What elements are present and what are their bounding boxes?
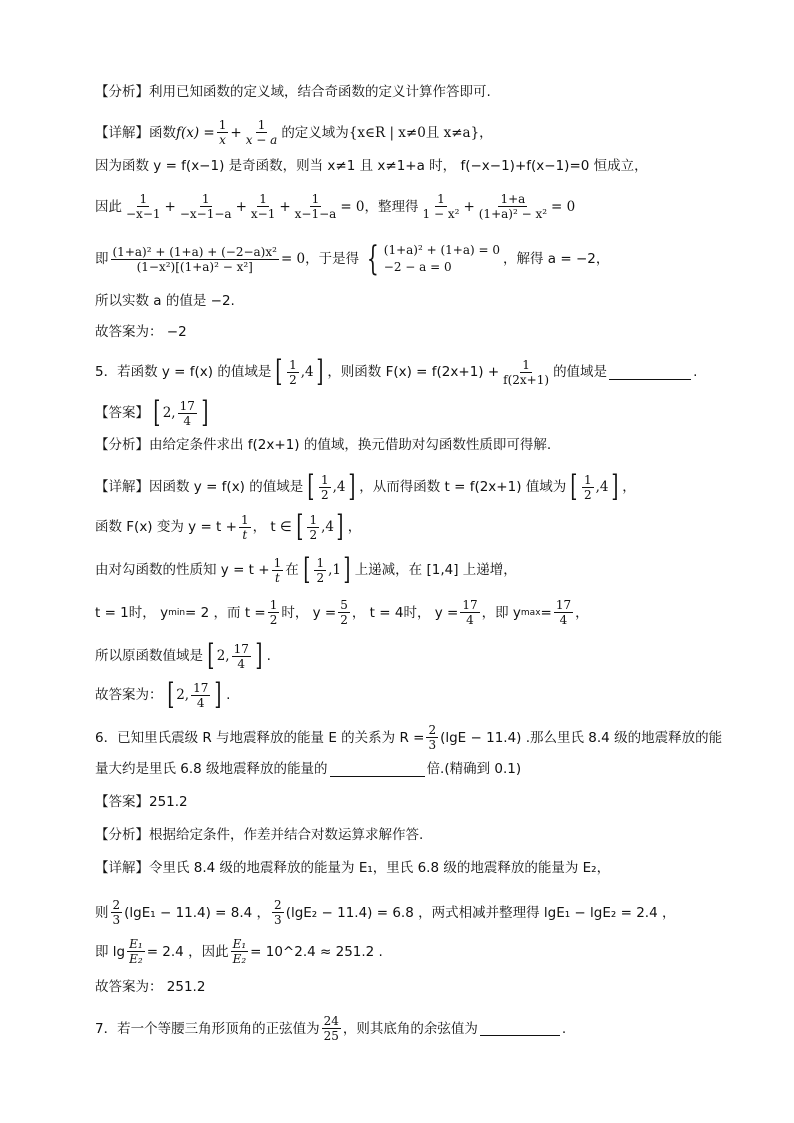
text: 【详解】因函数 y = f(x) 的值域是	[95, 479, 304, 495]
text: 【分析】由给定条件求出 f(2x+1) 的值域，换元借助对勾函数性质即可得解.	[95, 437, 552, 453]
text: ， t = 4时， y =	[351, 604, 459, 621]
numerator: 1	[311, 192, 320, 206]
text: 所以实数 a 的值是 −2.	[95, 293, 235, 309]
denominator: 3	[428, 738, 437, 752]
brace: {	[367, 239, 379, 279]
interval: [ $\frac{1}{2}$ ,4 ]	[296, 509, 344, 544]
numerator: 17	[193, 680, 209, 695]
denominator: 4	[237, 656, 246, 671]
denominator: x−1	[250, 207, 276, 221]
numerator: 1+a	[500, 192, 526, 206]
text: 时， y =	[281, 604, 337, 621]
text: 【分析】根据给定条件，作差并结合对数运算求解作答.	[95, 827, 424, 843]
equation-system	[362, 239, 501, 279]
denominator: x	[219, 133, 226, 147]
numerator: E₁	[232, 937, 247, 951]
fraction	[111, 898, 123, 927]
text: 即 lg	[95, 943, 126, 960]
answer-q6	[95, 792, 734, 812]
denominator: 2	[320, 487, 329, 502]
denominator: 4	[183, 413, 192, 428]
fraction	[244, 118, 280, 147]
fraction	[124, 192, 163, 221]
text: 因此	[95, 198, 122, 215]
numerator: (1+a)² + (1+a) + (−2−a)x²	[112, 244, 277, 259]
math-expr: 2,	[176, 687, 190, 703]
math-expr: ,4	[300, 364, 314, 380]
denominator: 2	[269, 613, 278, 627]
interval: [ 2, $\frac{17}{4}$ ]	[166, 677, 222, 712]
denominator: −x−1−a	[179, 207, 232, 221]
numerator: 1	[583, 472, 592, 487]
interval: [ $\frac{1}{2}$ ,1 ]	[303, 552, 351, 587]
text: .	[693, 364, 698, 380]
text: 故答案为： 251.2	[95, 979, 206, 995]
fraction	[232, 642, 251, 671]
math-expr: 2,	[162, 405, 176, 421]
text: 【详解】函数	[95, 124, 176, 141]
solution-q5-values: t = 1时， y min = 2 ，而 t = $\frac{1}{2}$ 时， y = $\frac{5}{2}$ ， t = 4时， y = $\frac{17}{4}$ ，即 y max = $\frac{17}{4}$ ，	[95, 598, 589, 627]
numerator: 1	[269, 598, 278, 612]
fraction	[249, 192, 277, 221]
solution-q4-odd	[95, 156, 734, 176]
solution-q6-define	[95, 858, 734, 878]
text: 【答案】251.2	[95, 794, 188, 810]
text: 5．若函数 y = f(x) 的值域是	[95, 364, 272, 380]
text: 【答案】	[95, 405, 149, 421]
numerator: 1	[273, 555, 282, 570]
text: 7．若一个等腰三角形顶角的正弦值为	[95, 1020, 320, 1037]
text: (lgE₁ − 11.4) = 8.4 ，	[124, 904, 271, 921]
fraction	[231, 937, 249, 966]
numerator: 17	[555, 598, 572, 612]
fraction	[272, 898, 284, 927]
denominator: 25	[323, 1029, 339, 1043]
answer-blank[interactable]	[609, 365, 691, 380]
interval: [ 2, $\frac{17}{4}$ ]	[153, 395, 209, 430]
solution-q4-system	[95, 239, 734, 279]
question-6-cont	[95, 759, 734, 779]
question-7	[95, 1014, 734, 1043]
fraction	[460, 598, 479, 627]
fraction	[272, 556, 284, 585]
math-expr: ,4	[332, 479, 346, 495]
text: ，解得 a = −2，	[503, 251, 610, 267]
answer-summary-q4	[95, 322, 734, 342]
numerator: 1	[320, 472, 329, 487]
text: 上递减，在 [1,4] 上递增，	[354, 562, 517, 578]
denominator: E₂	[129, 952, 143, 966]
subscript: min	[168, 607, 186, 618]
numerator: 17	[233, 641, 249, 656]
interval: [ $\frac{1}{2}$ ,4 ]	[570, 469, 618, 504]
text: 【详解】令里氏 8.4 级的地震释放的能量为 E₁，里氏 6.8 级的地震释放的能量为 E₂，	[95, 860, 611, 876]
numerator: 17	[462, 598, 478, 612]
numerator: 2	[112, 898, 121, 912]
equation: −2 − a = 0	[383, 260, 452, 274]
numerator: 1	[201, 192, 210, 206]
solution-q5-monotonic	[95, 552, 734, 587]
denominator: 1 − x²	[422, 207, 460, 221]
fraction	[217, 118, 229, 147]
numerator: 17	[179, 398, 195, 413]
text: ，从而得函数 t = f(2x+1) 值域为	[359, 479, 567, 495]
denominator: 4	[196, 695, 205, 710]
solution-q4-domain	[95, 118, 734, 147]
analysis-q4	[95, 82, 734, 102]
math-expr: ,4	[321, 519, 334, 535]
fraction	[319, 473, 331, 502]
denominator: x−1−a	[294, 207, 337, 221]
denominator: 2	[316, 570, 325, 585]
fraction	[477, 192, 549, 221]
solution-q4-sum	[95, 192, 734, 221]
denominator: 2	[583, 487, 592, 502]
denominator: 2	[340, 613, 348, 627]
question-6	[95, 723, 734, 752]
fraction	[239, 513, 251, 542]
fraction	[322, 1014, 341, 1043]
question-5	[95, 354, 734, 389]
denominator: x − a	[245, 133, 278, 147]
text: t = 1时， y	[95, 604, 169, 621]
text: .	[561, 1020, 567, 1037]
text: ，整理得	[364, 198, 419, 215]
text: = 2 ，而 t =	[185, 604, 266, 621]
text: 所以原函数值域是	[95, 648, 203, 664]
denominator: 2	[309, 527, 318, 542]
text: = 10^2.4 ≈ 251.2 .	[250, 943, 383, 960]
fraction	[127, 937, 145, 966]
text: =	[540, 604, 552, 621]
text: = 2.4 ，因此	[146, 943, 229, 960]
numerator: 24	[323, 1014, 339, 1028]
analysis-q6	[95, 825, 734, 845]
equation: (1+a)² + (1+a) = 0	[383, 243, 501, 257]
interval: [ $\frac{1}{2}$ ,4 ]	[275, 354, 323, 389]
text: 函数 F(x) 变为 y = t +	[95, 519, 237, 535]
numerator: 5	[340, 598, 348, 612]
text: 因为函数 y = f(x−1) 是奇函数，则当 x≠1 且 x≠1+a 时， f(−x−1)+f(x−1)=0 恒成立，	[95, 158, 648, 174]
denominator: (1−x²)[(1+a)² − x²]	[136, 259, 253, 274]
operator: +	[164, 198, 176, 215]
interval: [ $\frac{1}{2}$ ,4 ]	[307, 469, 355, 504]
text: (lgE − 11.4) .那么里氏 8.4 级的地震释放的能	[440, 729, 723, 746]
denominator: E₂	[232, 952, 247, 966]
operator: +	[279, 198, 291, 215]
solution-q5-substitute: 函数 F(x) 变为 y = t + $\frac{1}{t}$ ， t ∈ [ $\frac{1}{2}$ ,4 ] ，	[95, 509, 362, 544]
solution-q5-range: 【详解】因函数 y = f(x) 的值域是 [ $\frac{1}{2}$ ,4 ] ，从而得函数 t = f(2x+1) 值域为 [ $\frac{1}{2}$ ,4 ] ，	[95, 469, 636, 504]
numerator: 1	[259, 192, 267, 206]
fraction	[314, 556, 326, 585]
solution-q6-ratio	[95, 937, 734, 966]
text: 在	[285, 562, 299, 578]
text: 的值域是	[553, 364, 608, 380]
answer-blank[interactable]	[330, 762, 425, 777]
text: 量大约是里氏 6.8 级地震释放的能量的	[95, 761, 328, 777]
answer-blank[interactable]	[480, 1021, 560, 1036]
fraction	[287, 358, 299, 387]
denominator: 3	[274, 913, 282, 927]
text: 故答案为：	[95, 687, 163, 703]
analysis-q5	[95, 435, 734, 455]
fraction	[111, 245, 279, 274]
fraction	[191, 681, 210, 710]
numerator: 1	[437, 192, 445, 206]
fraction	[293, 192, 339, 221]
solution-q6-equations	[95, 898, 734, 927]
text: ，于是得	[305, 251, 360, 267]
denominator: (1+a)² − x²	[478, 207, 548, 221]
denominator: 3	[112, 913, 121, 927]
text: ， t ∈	[252, 519, 292, 535]
denominator: 2	[289, 372, 297, 387]
denominator: 4	[466, 613, 474, 627]
math-expr: = 0	[340, 198, 365, 215]
numerator: 1	[139, 192, 148, 206]
text: 即	[95, 251, 109, 267]
numerator: 2	[274, 898, 282, 912]
text: 倍.(精确到 0.1)	[426, 761, 522, 777]
fraction	[307, 513, 319, 542]
text: .	[266, 648, 271, 664]
text: 【分析】利用已知函数的定义域，结合奇函数的定义计算作答即可.	[95, 84, 491, 100]
fraction	[582, 473, 594, 502]
interval: [ 2, $\frac{17}{4}$ ]	[207, 638, 263, 673]
solution-q5-result	[95, 638, 734, 673]
text: (lgE₂ − 11.4) = 6.8 ，两式相减并整理得 lgE₁ − lgE₂ = 2.4 ，	[285, 904, 676, 921]
fraction	[338, 598, 350, 627]
numerator: 1	[289, 357, 297, 372]
numerator: E₁	[129, 937, 143, 951]
numerator: 1	[240, 512, 249, 527]
text: ，则函数 F(x) = f(2x+1) +	[327, 364, 500, 380]
fraction	[554, 598, 573, 627]
numerator: 1	[218, 118, 227, 132]
answer-q5	[95, 395, 734, 430]
numerator: 1	[316, 555, 325, 570]
math-expr: f(x) =	[176, 124, 215, 141]
text: 则	[95, 904, 109, 921]
text: 由对勾函数的性质知 y = t +	[95, 562, 270, 578]
denominator: 4	[559, 613, 568, 627]
text: ，即 y	[481, 604, 521, 621]
math-expr: ,1	[328, 562, 341, 578]
denominator: −x−1	[126, 207, 161, 221]
fraction	[178, 399, 197, 428]
denominator: t	[242, 527, 248, 542]
text: 故答案为： −2	[95, 324, 187, 340]
math-expr: 2,	[216, 648, 230, 664]
math-expr: {x∈R | x≠0且 x≠a}，	[348, 124, 493, 141]
numerator: 2	[428, 723, 437, 737]
fraction	[178, 192, 234, 221]
math-expr: = 0	[280, 251, 306, 267]
denominator: f(2x+1)	[503, 372, 550, 387]
math-expr: ,4	[595, 479, 609, 495]
text: .	[226, 687, 231, 703]
conclusion-q4	[95, 291, 734, 311]
denominator: t	[274, 570, 280, 585]
numerator: 1	[522, 357, 530, 372]
subscript: max	[520, 607, 541, 618]
operator: +	[230, 124, 242, 141]
text: 6．已知里氏震级 R 与地震释放的能量 E 的关系为 R =	[95, 729, 425, 746]
operator: +	[235, 198, 247, 215]
text: 的定义域为	[281, 124, 349, 141]
answer-summary-q6	[95, 977, 734, 997]
fraction	[268, 598, 280, 627]
math-expr: = 0	[551, 198, 576, 215]
numerator: 1	[257, 118, 266, 132]
text: ，则其底角的余弦值为	[342, 1020, 478, 1037]
fraction	[426, 723, 438, 752]
numerator: 1	[309, 512, 318, 527]
fraction	[501, 358, 551, 387]
fraction	[421, 192, 462, 221]
answer-summary-q5	[95, 677, 734, 712]
operator: +	[463, 198, 475, 215]
